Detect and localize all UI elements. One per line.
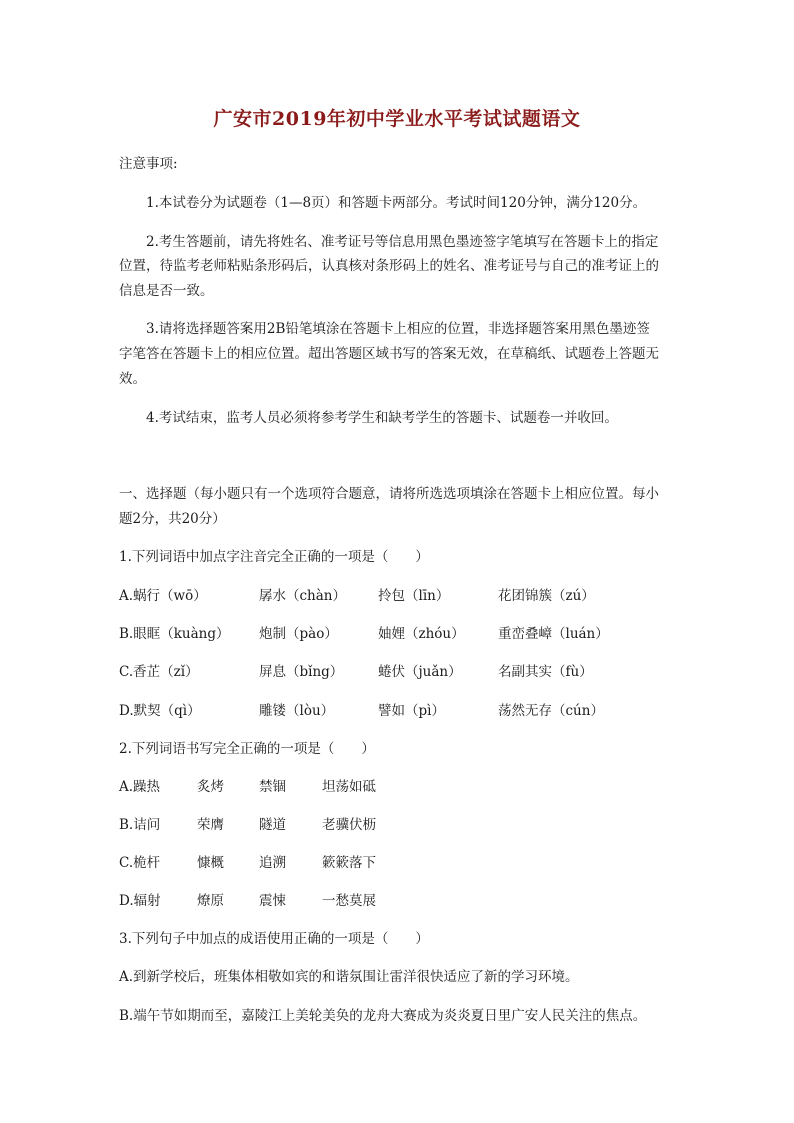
q2-option-c-2: 慷概 [197,855,224,871]
q1-option-d-3: 譬如（pì） [378,703,445,719]
q1-option-a-2: 孱水（chàn） [259,588,346,604]
q2-option-d-2: 燎原 [197,893,224,909]
q1-option-c-2: 屏息（bǐng） [259,664,344,680]
notice-item-1: 1.本试卷分为试题卷（1—8页）和答题卡两部分。考试时间120分钟，满分120分。 [146,195,647,211]
q1-option-c-4: 名副其实（fù） [498,664,593,680]
q2-option-a-3: 禁锢 [259,779,286,795]
notice-item-3-line-2: 字笔答在答题卡上的相应位置。超出答题区域书写的答案无效，在草稿纸、试题卷上答题无 [119,346,659,362]
exam-title: 广安市2019年初中学业水平考试试题语文 [213,108,581,130]
q3-stem: 3.下列句子中加点的成语使用正确的一项是（ ） [119,931,429,947]
q2-stem: 2.下列词语书写完全正确的一项是（ ） [119,741,375,757]
q1-option-b-2: 炮制（pào） [259,626,338,642]
notice-item-3-line-1: 3.请将选择题答案用2B铅笔填涂在答题卡上相应的位置，非选择题答案用黑色墨迹签 [146,321,650,337]
q1-option-a-1: A.蜗行（wō） [119,588,207,604]
notice-heading: 注意事项: [119,156,178,172]
notice-item-2-line-1: 2.考生答题前，请先将姓名、准考证号等信息用黑色墨迹签字笔填写在答题卡上的指定 [146,234,659,250]
q2-option-c-1: C.桅杆 [119,855,161,871]
q1-option-b-3: 妯娌（zhóu） [378,626,465,642]
q1-option-b-1: B.眼眶（kuàng） [119,626,230,642]
q1-option-b-4: 重峦叠嶂（luán） [498,626,609,642]
q1-option-a-4: 花团锦簇（zú） [498,588,595,604]
q2-option-b-3: 隧道 [259,817,286,833]
section-1-heading-line-2: 题2分，共20分） [119,511,226,527]
q3-option-b: B.端午节如期而至，嘉陵江上美轮美奂的龙舟大赛成为炎炎夏日里广安人民关注的焦点。 [119,1008,647,1024]
q1-option-c-1: C.香芷（zǐ） [119,664,199,680]
q1-stem: 1.下列词语中加点字注音完全正确的一项是（ ） [119,549,429,565]
q2-option-d-3: 震悚 [259,893,286,909]
notice-item-3-line-3: 效。 [119,371,146,387]
notice-item-2-line-2: 位置，待监考老师粘贴条形码后，认真核对条形码上的姓名、准考证号与自己的准考证上的 [119,258,659,274]
q1-option-d-2: 雕镂（lòu） [259,703,335,719]
q1-option-c-3: 蜷伏（juǎn） [378,664,462,680]
q2-option-a-2: 炙烤 [197,779,224,795]
notice-item-2-line-3: 信息是否一致。 [119,283,214,299]
q3-option-a: A.到新学校后，班集体相敬如宾的和谐氛围让雷洋很快适应了新的学习环境。 [119,969,579,985]
q2-option-d-1: D.辐射 [119,893,161,909]
q1-option-d-4: 荡然无存（cún） [498,703,604,719]
q2-option-b-2: 荣膺 [197,817,224,833]
q2-option-b-1: B.诘问 [119,817,161,833]
q2-option-c-4: 簌簌落下 [322,855,376,871]
q2-option-b-4: 老骥伏枥 [322,817,376,833]
q2-option-d-4: 一愁莫展 [322,893,376,909]
q1-option-d-1: D.默契（qì） [119,703,201,719]
q2-option-a-1: A.躁热 [119,779,161,795]
q1-option-a-3: 拎包（līn） [378,588,450,604]
q2-option-a-4: 坦荡如砥 [322,779,376,795]
notice-item-4: 4.考试结束，监考人员必须将参考学生和缺考学生的答题卡、试题卷一并收回。 [146,410,618,426]
section-1-heading-line-1: 一、选择题（每小题只有一个选项符合题意，请将所选选项填涂在答题卡上相应位置。每小 [119,486,659,502]
q2-option-c-3: 追溯 [259,855,286,871]
